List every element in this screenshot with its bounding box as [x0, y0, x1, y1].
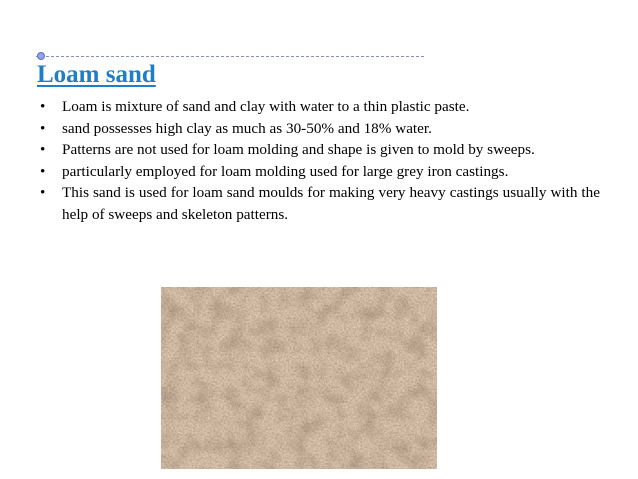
- list-item: [40, 161, 600, 183]
- title-bullet-icon: [37, 52, 45, 60]
- slide-title: Loam sand: [37, 61, 156, 88]
- bullet-icon: •: [40, 184, 46, 201]
- bullet-icon: •: [40, 162, 46, 180]
- list-item: [40, 139, 600, 161]
- list-item: [40, 96, 600, 118]
- bullet-icon: •: [40, 98, 46, 115]
- bullet-list: [40, 96, 600, 225]
- header-divider: [36, 56, 424, 57]
- list-item: [40, 182, 600, 225]
- bullet-text: This sand is used for loam sand moulds for making very heavy castings usually with the help of sweeps and skeleton patterns.: [62, 184, 600, 223]
- bullet-icon: •: [40, 119, 46, 137]
- soil-texture-image: [161, 287, 437, 469]
- bullet-text: Loam is mixture of sand and clay with water to a thin plastic paste.: [62, 98, 470, 115]
- bullet-text: sand possesses high clay as much as 30-50% and 18% water.: [62, 119, 432, 137]
- loam-sand-photo: [161, 287, 437, 469]
- bullet-icon: •: [40, 141, 46, 158]
- bullet-text: particularly employed for loam molding used for large grey iron castings.: [62, 162, 509, 180]
- list-item: [40, 118, 600, 140]
- bullet-text: Patterns are not used for loam molding and shape is given to mold by sweeps.: [62, 141, 535, 158]
